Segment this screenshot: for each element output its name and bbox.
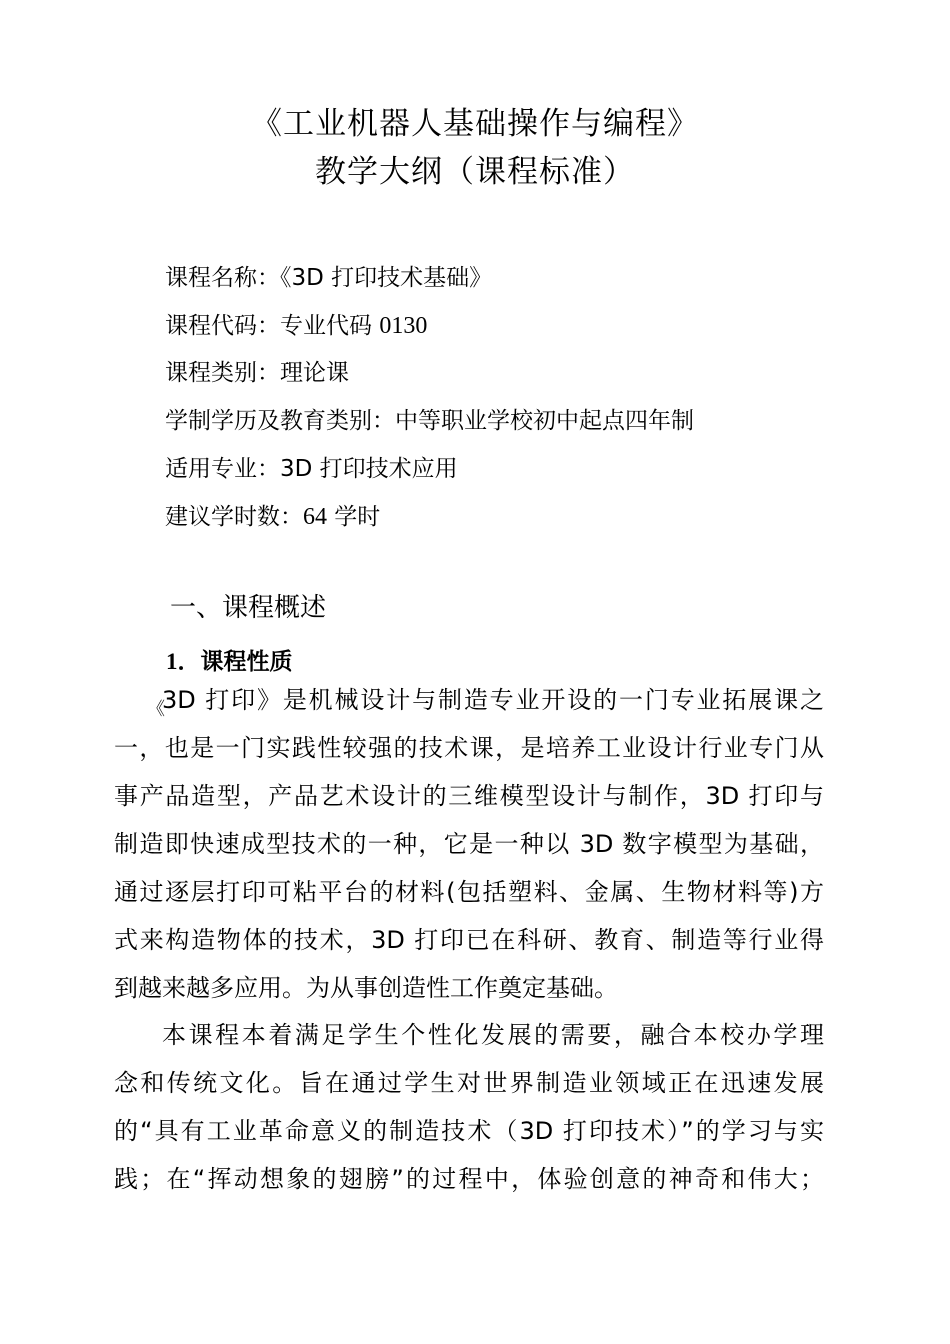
course-code-row <box>165 310 427 342</box>
education-value: 中等职业学校初中起点四年制 <box>395 408 694 434</box>
document-title-line-2: 教学大纲（课程标准） <box>315 154 635 190</box>
major-value: 3D 打印技术应用 <box>280 456 458 482</box>
course-name-label: 课程名称： <box>165 265 280 291</box>
section-heading: 一、课程概述 <box>170 593 327 623</box>
course-code-value: 专业代码 <box>280 313 380 339</box>
course-type-label: 课程类别： <box>165 360 280 386</box>
course-name-value: 《3D 打印技术基础》 <box>280 265 493 291</box>
para1-line: 到越来越多应用。为从事创造性工作奠定基础。 <box>114 974 618 1002</box>
sub-heading-title: 课程性质 <box>200 649 293 675</box>
para2-line: 践；在“挥动想象的翅膀”的过程中，体验创意的神奇和伟大； <box>114 1165 824 1193</box>
course-type-value: 理论课 <box>280 360 349 386</box>
course-code-number: 0130 <box>379 313 428 339</box>
major-label: 适用专业： <box>165 456 280 482</box>
hours-number: 64 <box>303 504 327 530</box>
para1-line: 式来构造物体的技术，3D 打印已在科研、教育、制造等行业得 <box>114 926 824 954</box>
hours-label: 建议学时数： <box>165 504 303 530</box>
sub-heading <box>166 646 293 678</box>
education-row <box>165 405 694 437</box>
para1-line: 3D 打印》是机械设计与制造专业开设的一门专业拓展课之 <box>162 686 824 714</box>
major-row <box>165 453 458 485</box>
para2-line: 念和传统文化。旨在通过学生对世界制造业领域正在迅速发展 <box>114 1069 824 1097</box>
hours-unit: 学时 <box>327 504 381 530</box>
para2-line: 本课程本着满足学生个性化发展的需要，融合本校办学理 <box>162 1021 824 1049</box>
open-quote-mark: 《 <box>147 699 165 720</box>
para1-line: 制造即快速成型技术的一种，它是一种以 3D 数字模型为基础， <box>114 830 824 858</box>
para1-line: 一，也是一门实践性较强的技术课，是培养工业设计行业专门从 <box>114 734 824 762</box>
education-label: 学制学历及教育类别： <box>165 408 395 434</box>
para1-line: 事产品造型，产品艺术设计的三维模型设计与制作，3D 打印与 <box>114 782 824 810</box>
para1-line: 通过逐层打印可粘平台的材料(包括塑料、金属、生物材料等)方 <box>114 878 824 906</box>
course-code-label: 课程代码： <box>165 313 280 339</box>
course-name-row <box>165 262 492 294</box>
course-type-row <box>165 357 349 389</box>
hours-row <box>165 501 380 533</box>
sub-heading-number: 1． <box>166 649 201 674</box>
para2-line: 的“具有工业革命意义的制造技术（3D 打印技术）”的学习与实 <box>114 1117 824 1145</box>
document-title-line-1: 《工业机器人基础操作与编程》 <box>251 106 699 142</box>
